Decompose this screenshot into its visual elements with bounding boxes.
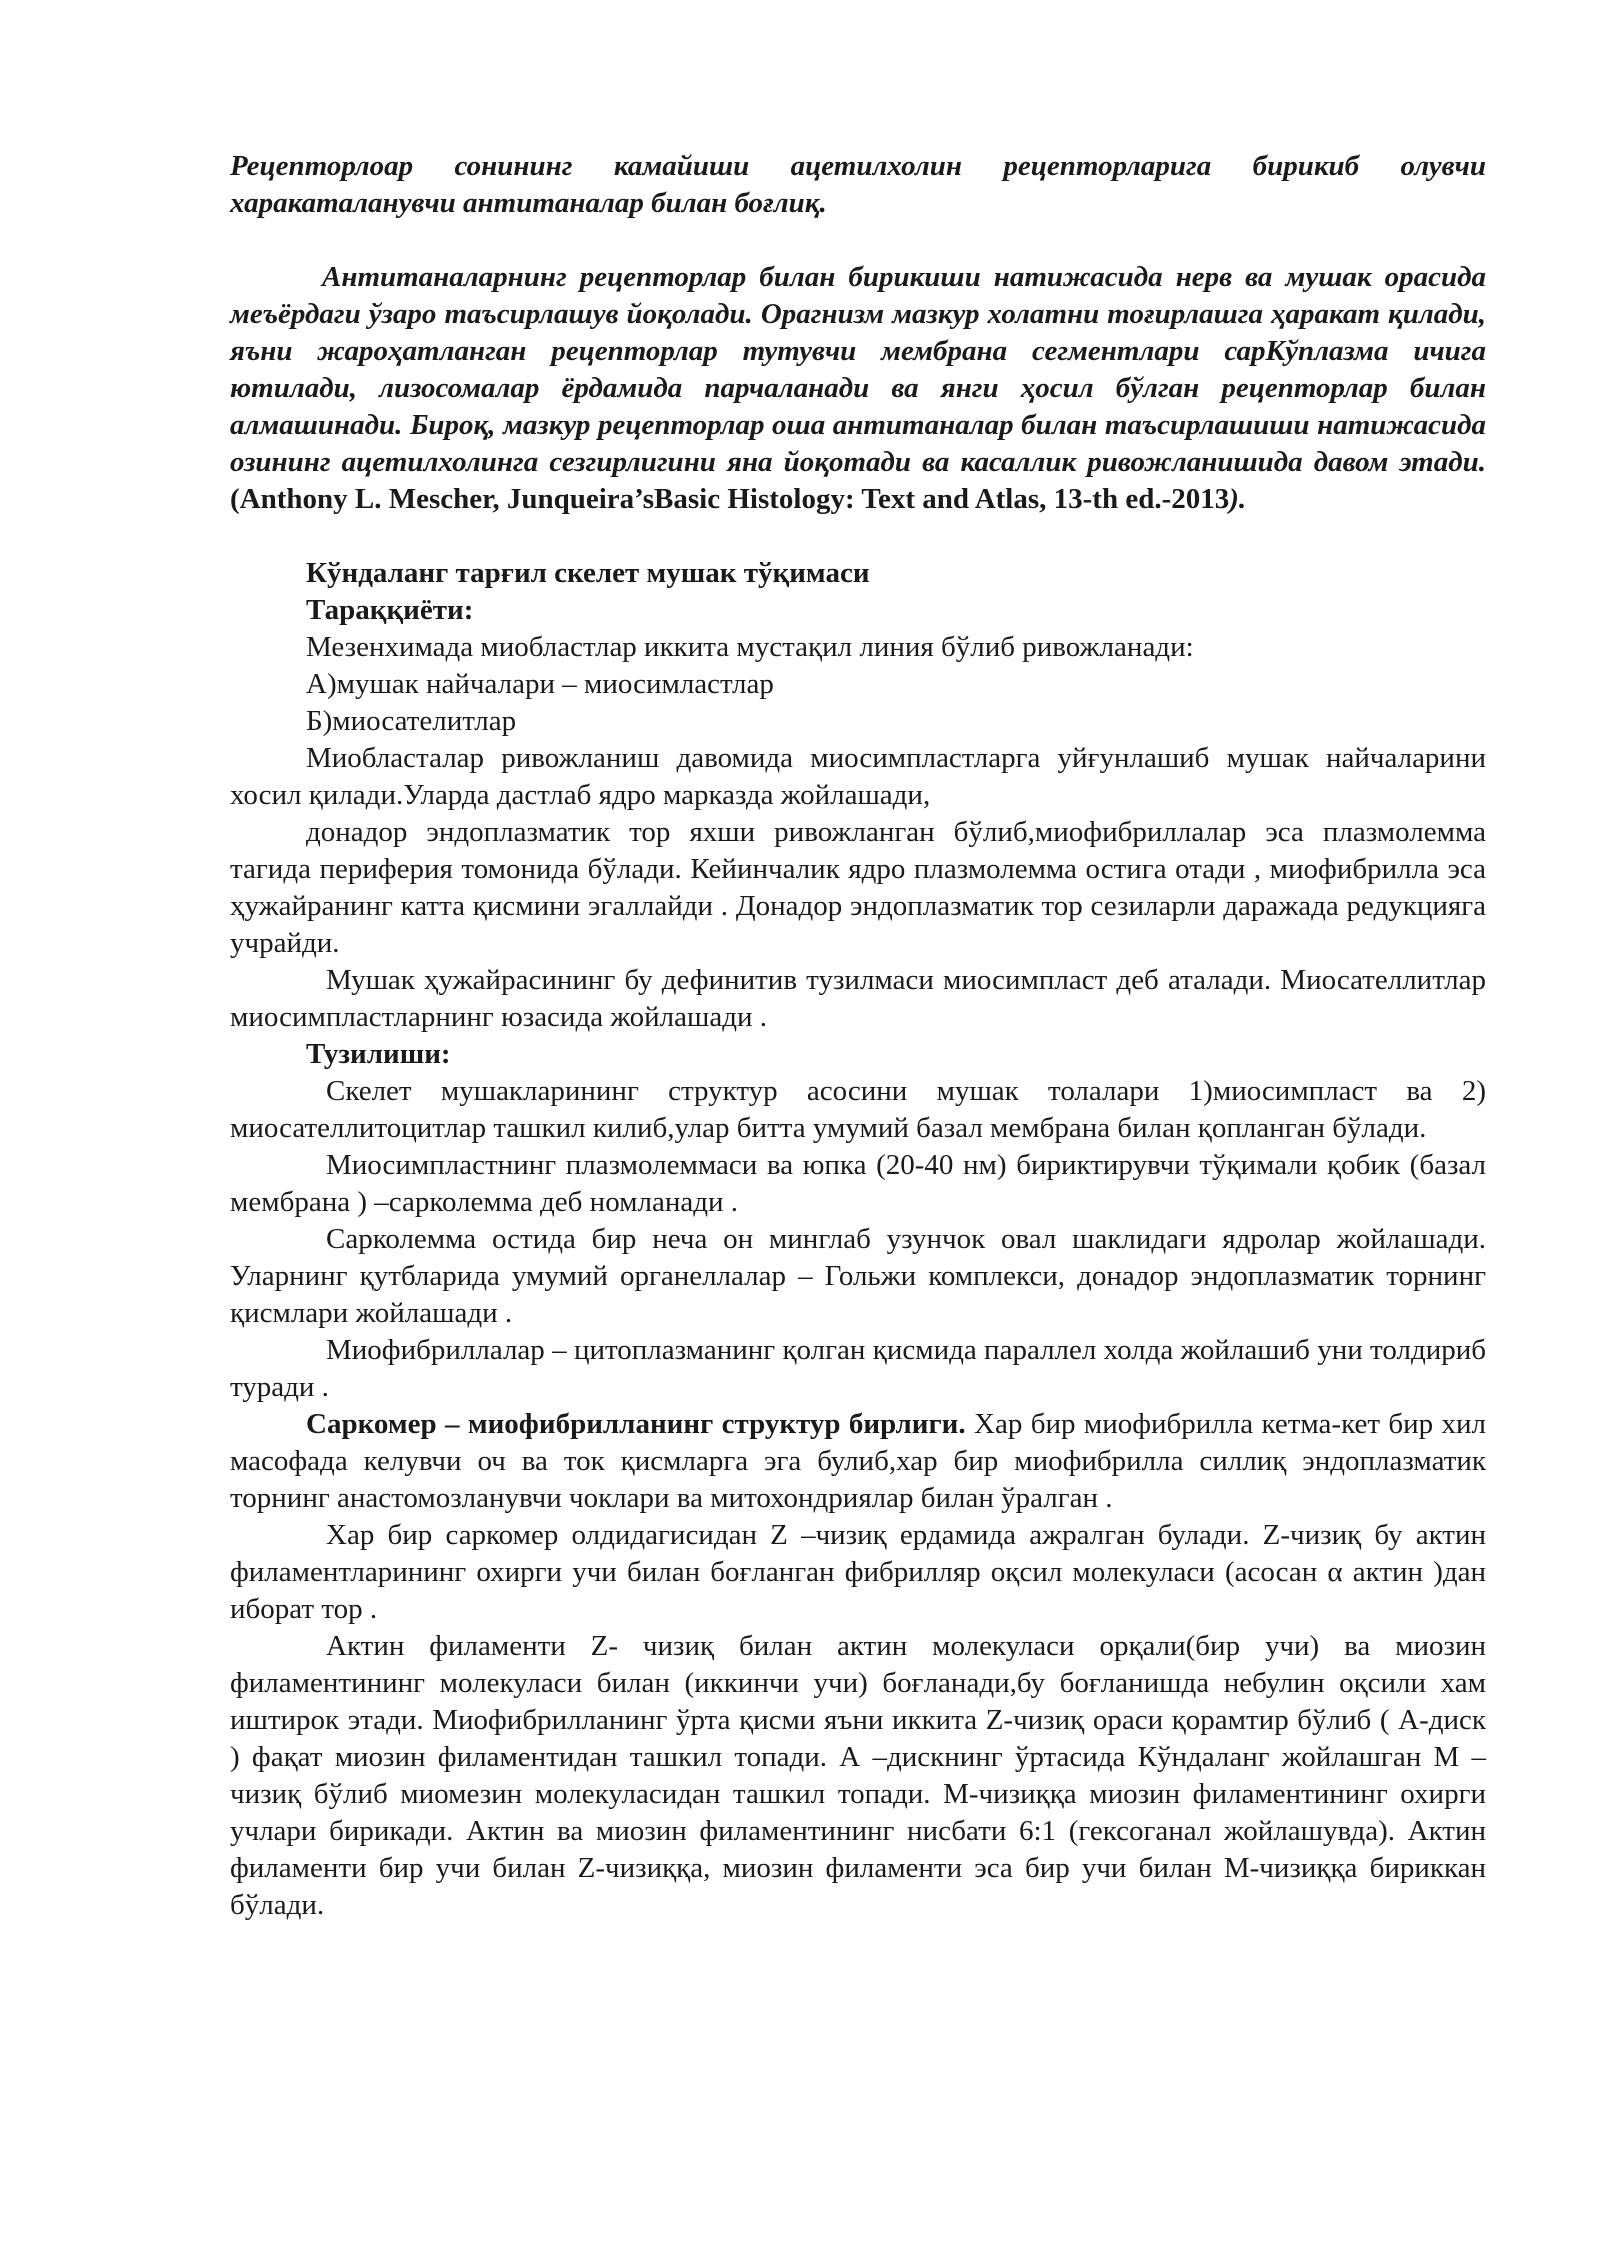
intro-paragraph: Рецепторлоар сонининг камайиши ацетилхолин рецепторларига бирикиб олувчи харакаталанувчи антитаналар билан боғлиқ. <box>230 150 1486 219</box>
sarcomere-paragraph-3: Актин филаменти Z- чизиқ билан актин молекуласи орқали(бир учи) ва миозин филаментининг молекуласи билан (иккинчи учи) боғланади,бу боғланишда небулин оқсили хам иштирок этади. Миофибрилланинг ўрта қисми яъни иккита Z-чизиқ ораси қорамтир бўлиб ( А-диск ) фақат миозин филаментидан ташкил топади. А –дискнинг ўртасида Кўндаланг жойлашган М – чизиқ бўлиб миомезин молекуласидан ташкил топади. М-чизиққа миозин филаментининг охирги учлари бирикади. Актин ва миозин филаментининг нисбати 6:1 (гексоганал жойлашувда). Актин филаменти бир учи билан Z-чизиққа, миозин филаменти эса бир учи билан М-чизиққа бириккан бўлади. <box>230 1630 1486 1921</box>
document-page <box>230 148 1486 1924</box>
structure-paragraph-1: Скелет мушакларининг структур асосини мушак толалари 1)миосимпласт ва 2) миосателлитоцитлар ташкил килиб,улар битта умумий базал мембрана билан қопланган бўлади. <box>230 1075 1486 1144</box>
spacer <box>230 518 1486 555</box>
antibody-text: Антитаналарнинг рецепторлар билан бирикиши натижасида нерв ва мушак орасида меъёрдаги ўзаро таъсирлашув йоқолади. Орагнизм мазкур холатни тоғирлашга ҳаракат қилади, яъни жароҳатланган рецепторлар тутувчи мембрана сегментлари сарКўплазма ичига ютилади, лизосомалар ёрдамида парчаланади ва янги ҳосил бўлган рецепторлар билан алмашинади. Бироқ, мазкур рецепторлар оша антитаналар билан таъсирлашиши натижасида озининг ацетилхолинга сезгирлигини яна йоқотади ва касаллик ривожланишида давом этади. <box>230 261 1486 478</box>
structure-heading: Тузилиши: <box>306 1038 451 1070</box>
development-paragraph-3: Мушак ҳужайрасининг бу дефинитив тузилмаси миосимпласт деб аталади. Миосателлитлар миосимпластларнинг юзасида жойлашади . <box>230 964 1486 1033</box>
citation: (Anthony L. Mescher, Junqueira’sBasic Histology: Text and Atlas, 13-th ed.-2013 <box>230 483 1230 515</box>
section-title: Кўндаланг тарғил скелет мушак тўқимаси <box>306 557 870 589</box>
sarcomere-definition: Саркомер – миофибрилланинг структур бирлиги. <box>306 1408 966 1440</box>
sarcomere-paragraph-2: Хар бир саркомер олдидагисидан Z –чизиқ ердамида ажралган булади. Z-чизиқ бу актин филаментларининг охирги учи билан боғланган фибрилляр оқсил молекуласи (асосан α актин )дан иборат тор . <box>230 1519 1486 1625</box>
development-paragraph-2: донадор эндоплазматик тор яхши ривожланган бўлиб,миофибриллалар эса плазмолемма тагида периферия томонида бўлади. Кейинчалик ядро плазмолемма остига отади , миофибрилла эса ҳужайранинг катта қисмини эгаллайди . Донадор эндоплазматик тор сезиларли даражада редукцияга учрайди. <box>230 816 1486 959</box>
spacer <box>230 222 1486 259</box>
structure-paragraph-4: Миофибриллалар – цитоплазманинг қолган қисмида параллел холда жойлашиб уни толдириб туради . <box>230 1334 1486 1403</box>
development-paragraph-1: Миобласталар ривожланиш давомида миосимпластларга уйғунлашиб мушак найчаларини хосил қилади.Уларда дастлаб ядро марказда жойлашади, <box>230 742 1486 811</box>
structure-paragraph-2: Миосимпластнинг плазмолеммаси ва юпка (20-40 нм) бириктирувчи тўқимали қобик (базал мембрана ) –сарколемма деб номланади . <box>230 1149 1486 1218</box>
development-line-2: А)мушак найчалари – миосимластлар <box>306 668 774 700</box>
structure-paragraph-3: Сарколемма остида бир неча он минглаб узунчок овал шаклидаги ядролар жойлашади. Уларнинг қутбларида умумий органеллалар – Гольжи комплекси, донадор эндоплазматик торнинг қисмлари жойлашади . <box>230 1223 1486 1329</box>
sarcomere-paragraph <box>230 1406 1486 1517</box>
development-heading: Тараққиёти: <box>306 594 474 626</box>
development-line-1: Мезенхимада миобластлар иккита мустақил линия бўлиб ривожланади: <box>306 631 1194 663</box>
citation-end: ). <box>1229 483 1247 515</box>
development-line-3: Б)миосателитлар <box>306 705 517 737</box>
antibody-paragraph <box>230 259 1486 518</box>
sarcomere-text: Хар бир миофибрилла кетма-кет бир хил масофада келувчи оч ва ток қисмларга эга булиб,хар бир миофибрилла силлиқ эндоплазматик торнинг анастомозланувчи чоклари ва митохондриялар билан ўралган . <box>230 1408 1486 1514</box>
